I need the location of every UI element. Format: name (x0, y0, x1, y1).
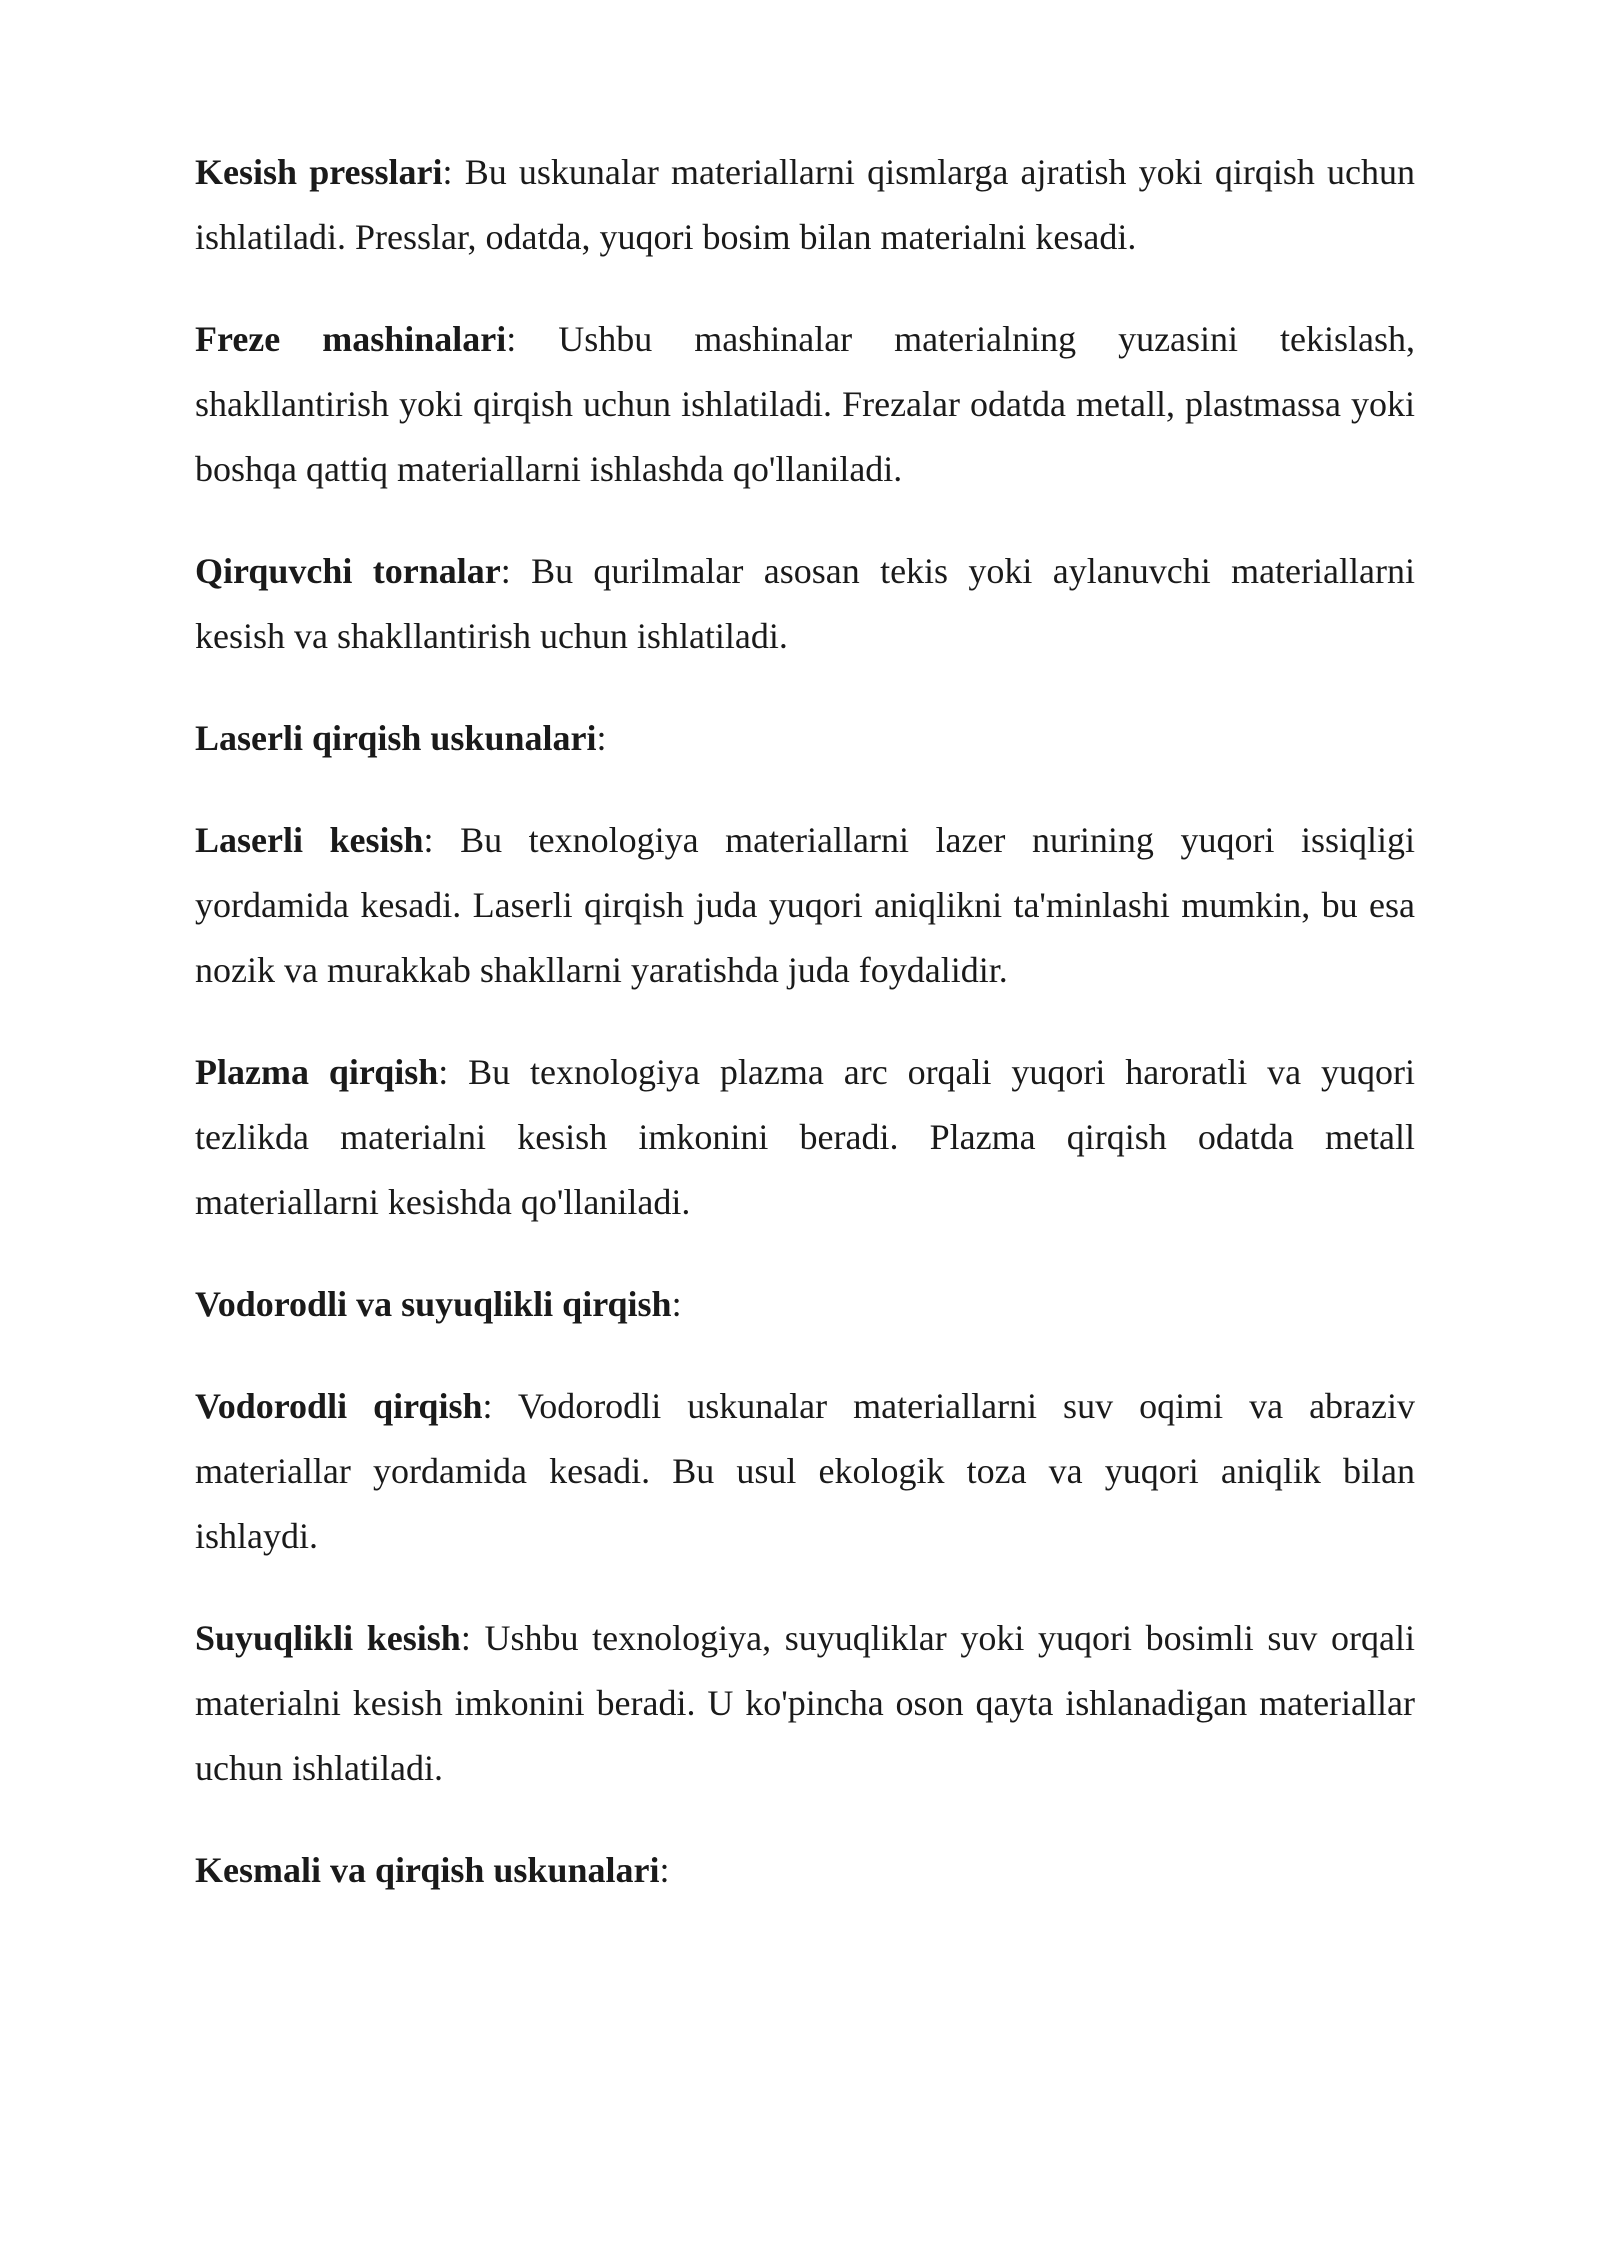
paragraph-term: Plazma qirqish (195, 1052, 439, 1092)
paragraph-term: Qirquvchi tornalar (195, 551, 501, 591)
paragraph-term: Freze mashinalari (195, 319, 507, 359)
section-heading-colon: : (596, 718, 607, 758)
paragraph-term: Kesish presslari (195, 152, 443, 192)
paragraph-text: : Bu uskunalar materiallarni qismlarga ajratish yoki qirqish uchun ishlatiladi. Presslar, odatda, yuqori bosim bilan materialni kesadi. (195, 152, 1415, 257)
section-heading-vodorodli (195, 1272, 1415, 1337)
section-heading-kesmali (195, 1838, 1415, 1903)
paragraph-suyuqlikli-kesish (195, 1606, 1415, 1801)
paragraph-vodorodli-qirqish (195, 1374, 1415, 1569)
paragraph-term: Vodorodli qirqish (195, 1386, 483, 1426)
section-heading-colon: : (659, 1850, 670, 1890)
paragraph-text: : Bu texnologiya materiallarni lazer nurining yuqori issiqligi yordamida kesadi. Laserli qirqish juda yuqori aniqlikni ta'minlashi mumkin, bu esa nozik va murakkab shakllarni yaratishda juda foydalidir. (195, 820, 1415, 990)
paragraph-qirquvchi-tornalar (195, 539, 1415, 669)
section-heading-term: Laserli qirqish uskunalari (195, 718, 597, 758)
section-heading-term: Kesmali va qirqish uskunalari (195, 1850, 660, 1890)
paragraph-text: : Vodorodli uskunalar materiallarni suv oqimi va abraziv materiallar yordamida kesadi. Bu usul ekologik toza va yuqori aniqlik bilan ishlaydi. (195, 1386, 1415, 1556)
paragraph-kesish-presslari (195, 140, 1415, 270)
paragraph-text: : Bu qurilmalar asosan tekis yoki aylanuvchi materiallarni kesish va shakllantirish uchun ishlatiladi. (195, 551, 1415, 656)
paragraph-term: Suyuqlikli kesish (195, 1618, 461, 1658)
paragraph-text: : Ushbu mashinalar materialning yuzasini tekislash, shakllantirish yoki qirqish uchun ishlatiladi. Frezalar odatda metall, plastmassa yoki boshqa qattiq materiallarni ishlashda qo'llaniladi. (195, 319, 1415, 489)
paragraph-freze-mashinalari (195, 307, 1415, 502)
paragraph-term: Laserli kesish (195, 820, 424, 860)
paragraph-plazma-qirqish (195, 1040, 1415, 1235)
paragraph-text: : Bu texnologiya plazma arc orqali yuqori haroratli va yuqori tezlikda materialni kesish imkonini beradi. Plazma qirqish odatda metall materiallarni kesishda qo'llaniladi. (195, 1052, 1415, 1222)
paragraph-text: : Ushbu texnologiya, suyuqliklar yoki yuqori bosimli suv orqali materialni kesish imkonini beradi. U ko'pincha oson qayta ishlanadigan materiallar uchun ishlatiladi. (195, 1618, 1415, 1788)
section-heading-laserli (195, 706, 1415, 771)
section-heading-colon: : (671, 1284, 682, 1324)
document-page (195, 140, 1415, 1940)
paragraph-laserli-kesish (195, 808, 1415, 1003)
section-heading-term: Vodorodli va suyuqlikli qirqish (195, 1284, 672, 1324)
